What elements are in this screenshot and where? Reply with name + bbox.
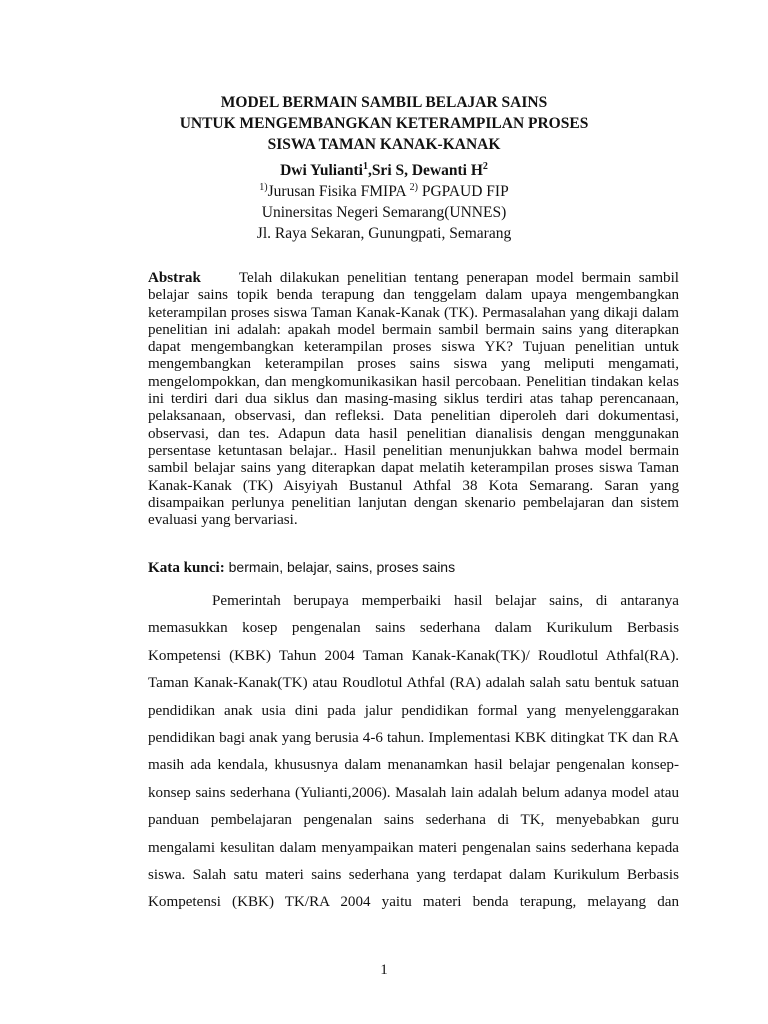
abstract-line: keterampilan proses siswa Taman Kanak-Kanak (TK). Permasalahan yang dikaji dalam [148, 304, 679, 321]
title-line-3: SISWA TAMAN KANAK-KANAK [267, 136, 501, 153]
abstract-line: belajar sains topik benda terapung dan tenggelam dalam upaya mengembangkan [148, 287, 679, 304]
body-line: Kompetensi (KBK) Tahun 2004 Taman Kanak-Kanak(TK)/ Roudlotul Athfal(RA). [148, 647, 679, 664]
abstract-line: evaluasi yang bervariasi. [148, 512, 298, 529]
paper-title [0, 92, 768, 155]
abstract-line: ini terdiri dari dua siklus dan masing-masing siklus terdiri atas tahap perencanaan, [148, 391, 679, 408]
body-paragraph [148, 592, 679, 921]
author-block [0, 160, 768, 244]
author-names: Dwi Yulianti$^1$,Sri S, Dewanti $H^2$ [280, 161, 488, 179]
keywords-text: bermain, belajar, sains, proses sains [224, 559, 456, 575]
title-line-1: MODEL BERMAIN SAMBIL BELAJAR SAINS [220, 94, 548, 111]
body-line: Pemerintah berupaya memperbaiki hasil belajar sains, di antaranya [212, 593, 679, 609]
body-line: Kompetensi (KBK) TK/RA 2004 yaitu materi benda terapung, melayang dan [148, 894, 679, 911]
abstract-line: dapat mengembangkan keterampilan proses siswa YK? Tujuan penelitian untuk [148, 339, 679, 356]
abstract-line: sambil belajar sains yang diterapkan dapat melatih keterampilan proses siswa Taman [148, 460, 679, 477]
abstract-line: disampaikan perlunya penelitian lanjutan dengan skenario pembelajaran dan sistem [148, 494, 679, 511]
abstract-line: mengelompokkan, dan mengkomunikasikan hasil percobaan. Penelitian tindakan kelas [148, 373, 679, 390]
body-line: mengalami kesulitan dalam menyampaikan materi pengenalan sains sederhana kepada [148, 839, 679, 856]
abstract [148, 270, 679, 529]
abstract-line: pelaksanaan, observasi, dan refleksi. Data penelitian diperoleh dari dokumentasi, [148, 408, 679, 425]
body-line: Taman Kanak-Kanak(TK) atau Roudlotul Athfal (RA) adalah salah satu bentuk satuan [148, 675, 679, 692]
body-line: pendidikan anak usia dini pada jalur pendidikan formal yang menyelenggarakan [148, 702, 679, 719]
abstract-line: penelitian ini adalah: apakah model bermain sambil bermain sains yang diterapkan [148, 321, 679, 338]
body-line: panduan pembelajaran pengenalan sains sederhana di TK, menyebabkan guru [148, 812, 679, 829]
body-line: siswa. Salah satu materi sains sederhana yang terdapat dalam Kurikulum Berbasis [148, 866, 679, 883]
abstract-line: Kanak-Kanak (TK) Aisyiyah Bustanul Athfal 38 Kota Semarang. Saran yang [148, 477, 679, 494]
abstract-line: observasi, dan tes. Adapun data hasil penelitian dianalisis dengan menggunakan [148, 425, 679, 442]
body-line: konsep sains sederhana (Yulianti,2006). Masalah lain adalah belum adanya model atau [148, 784, 679, 801]
body-line: masih ada kendala, khususnya dalam menanamkan hasil belajar pengenalan konsep- [148, 757, 679, 774]
affiliation: $^{1)}$Jurusan Fisika FMIPA $^{2)}$ PGPAUD FIP [259, 182, 509, 200]
university: Uninersitas Negeri Semarang(UNNES) [261, 204, 507, 221]
body-line: pendidikan bagi anak yang berusia 4-6 tahun. Implementasi KBK ditingkat TK dan RA [148, 729, 679, 746]
abstract-line: persentase ketuntasan belajar.. Hasil penelitian menunjukkan bahwa model bermain [148, 442, 679, 459]
keywords [148, 558, 679, 577]
abstract-line: Abstrak Telah dilakukan penelitian tentang penerapan model bermain sambil [148, 270, 679, 286]
page-number: 1 [380, 962, 388, 978]
address: Jl. Raya Sekaran, Gunungpati, Semarang [256, 225, 512, 242]
abstract-label: Abstrak [148, 270, 201, 286]
keywords-label: Kata kunci: [148, 560, 225, 576]
title-line-2: UNTUK MENGEMBANGKAN KETERAMPILAN PROSES [179, 115, 589, 132]
abstract-line: mengembangkan keterampilan proses sains siswa yang meliputi mengamati, [148, 356, 679, 373]
body-line: memasukkan kosep pengenalan sains sederhana dalam Kurikulum Berbasis [148, 620, 679, 637]
